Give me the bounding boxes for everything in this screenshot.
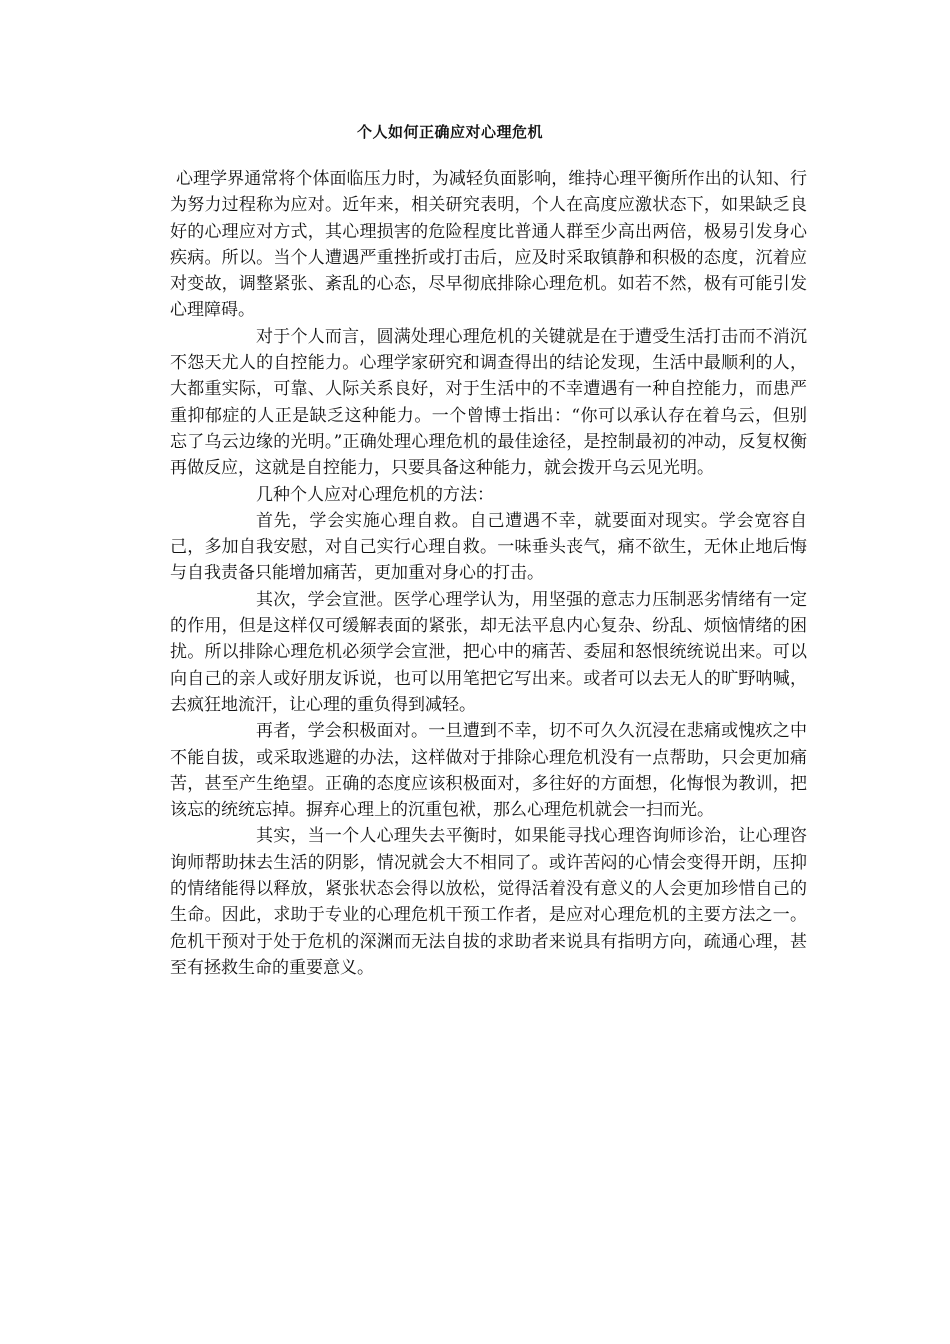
paragraph-methods-heading: 几种个人应对心理危机的方法： xyxy=(256,484,494,505)
paragraph-counseling: 其实，当一个人心理失去平衡时，如果能寻找心理咨询师诊治，让心理咨询师帮助抹去生活的阴影，情况就会大不相同了。或许苦闷的心情会变得开朗，压抑的情绪能得以释放，紧张状态会得以放松，觉得活着没有意义的人会更加珍惜自己的生命。因此，求助于专业的心理危机干预工作者，是应对心理危机的主要方法之一。危机干预对于处于危机的深渊而无法自拔的求助者来说具有指明方向，疏通心理，甚至有拯救生命的重要意义。 xyxy=(170,826,807,978)
paragraph-method-facing: 再者，学会积极面对。一旦遭到不幸，切不可久久沉浸在悲痛或愧疚之中不能自拔，或采取逃避的办法，这样做对于排除心理危机没有一点帮助，只会更加痛苦，甚至产生绝望。正确的态度应该积极面对，多往好的方面想，化悔恨为教训，把该忘的统统忘掉。摒弃心理上的沉重包袱，那么心理危机就会一扫而光。 xyxy=(170,721,807,821)
document-body xyxy=(170,166,807,981)
paragraph-method-self-rescue: 首先，学会实施心理自救。自己遭遇不幸，就要面对现实。学会宽容自己，多加自我安慰，对自己实行心理自救。一味垂头丧气，痛不欲生，无休止地后悔与自我责备只能增加痛苦，更加重对身心的打击。 xyxy=(170,510,807,584)
document-title: 个人如何正确应对心理危机 xyxy=(356,123,543,141)
paragraph-self-control: 对于个人而言，圆满处理心理危机的关键就是在于遭受生活打击而不消沉不怨天尤人的自控能力。心理学家研究和调查得出的结论发现，生活中最顺利的人，大都重实际，可靠、人际关系良好，对于生活中的不幸遭遇有一种自控能力，而患严重抑郁症的人正是缺乏这种能力。一个曾博士指出：“你可以承认存在着乌云，但别忘了乌云边缘的光明。”正确处理心理危机的最佳途径，是控制最初的冲动，反复权衡再做反应，这就是自控能力，只要具备这种能力，就会拨开乌云见光明。 xyxy=(170,326,807,479)
paragraph-intro: 心理学界通常将个体面临压力时，为减轻负面影响，维持心理平衡所作出的认知、行为努力过程称为应对。近年来，相关研究表明，个人在高度应激状态下，如果缺乏良好的心理应对方式，其心理损害的危险程度比普通人群至少高出两倍，极易引发身心疾病。所以。当个人遭遇严重挫折或打击后，应及时采取镇静和积极的态度，沉着应对变故，调整紧张、紊乱的心态，尽早彻底排除心理危机。如若不然，极有可能引发心理障碍。 xyxy=(170,169,807,321)
paragraph-method-venting: 其次，学会宣泄。医学心理学认为，用坚强的意志力压制恶劣情绪有一定的作用，但是这样仅可缓解表面的紧张，却无法平息内心复杂、纷乱、烦恼情绪的困扰。所以排除心理危机必须学会宣泄，把心中的痛苦、委屈和怒恨统统说出来。可以向自己的亲人或好朋友诉说，也可以用笔把它写出来。或者可以去无人的旷野呐喊，去疯狂地流汗，让心理的重负得到减轻。 xyxy=(170,589,807,715)
